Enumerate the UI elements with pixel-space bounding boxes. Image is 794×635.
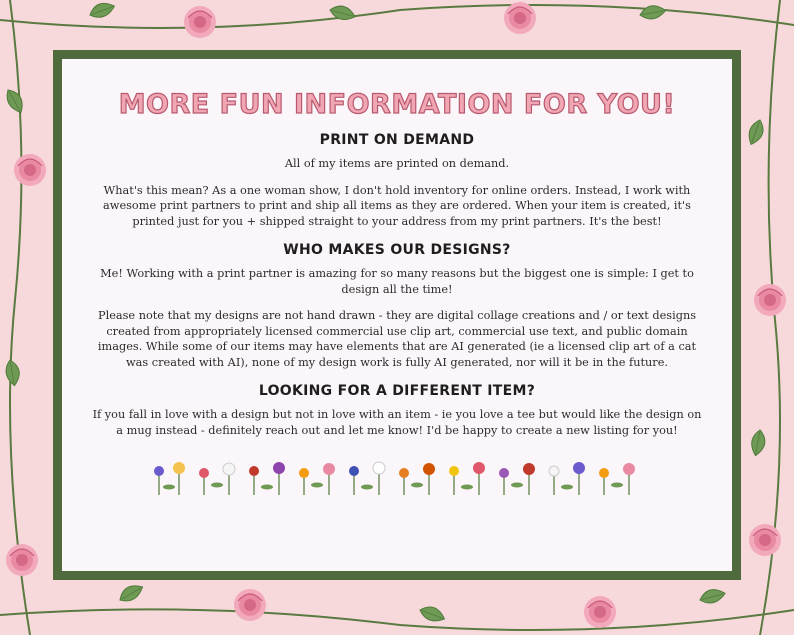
section-text: What's this mean? As a one woman show, I don't hold inventory for online orders. Instead, I work with awesome print partners to print and ship all items as they are ordered. When your item is created, it's printed just for you + shipped straight to your address from my print partners. It's the best!	[103, 183, 691, 228]
section-heading-who-makes-designs: WHO MAKES OUR DESIGNS?	[283, 242, 511, 258]
section-text: Me! Working with a print partner is amazing for so many reasons but the biggest one is simple: I get to design all the time!	[100, 267, 694, 296]
wildflower-border	[149, 459, 645, 495]
info-card-frame	[53, 50, 741, 580]
section-heading-different-item: LOOKING FOR A DIFFERENT ITEM?	[258, 383, 536, 399]
section-text: Please note that my designs are not hand drawn - they are digital collage creations and / or text designs created from appropriately licensed commercial use clip art, commercial use text, and public domain images. While some of our items may have elements that are AI generated (ie a licensed clip art of a cat was created with AI), none of my design work is fully AI generated, nor will it be in the future.	[97, 309, 697, 369]
section-text: If you fall in love with a design but not in love with an item - ie you love a tee but would like the design on a mug instead - definitely reach out and let me know! I'd be happy to create a new listing for you!	[92, 408, 702, 437]
page-title: MORE FUN INFORMATION FOR YOU!	[118, 89, 676, 120]
section-text: All of my items are printed on demand.	[284, 157, 510, 170]
section-heading-print-on-demand: PRINT ON DEMAND	[319, 132, 475, 148]
info-card	[62, 59, 732, 571]
